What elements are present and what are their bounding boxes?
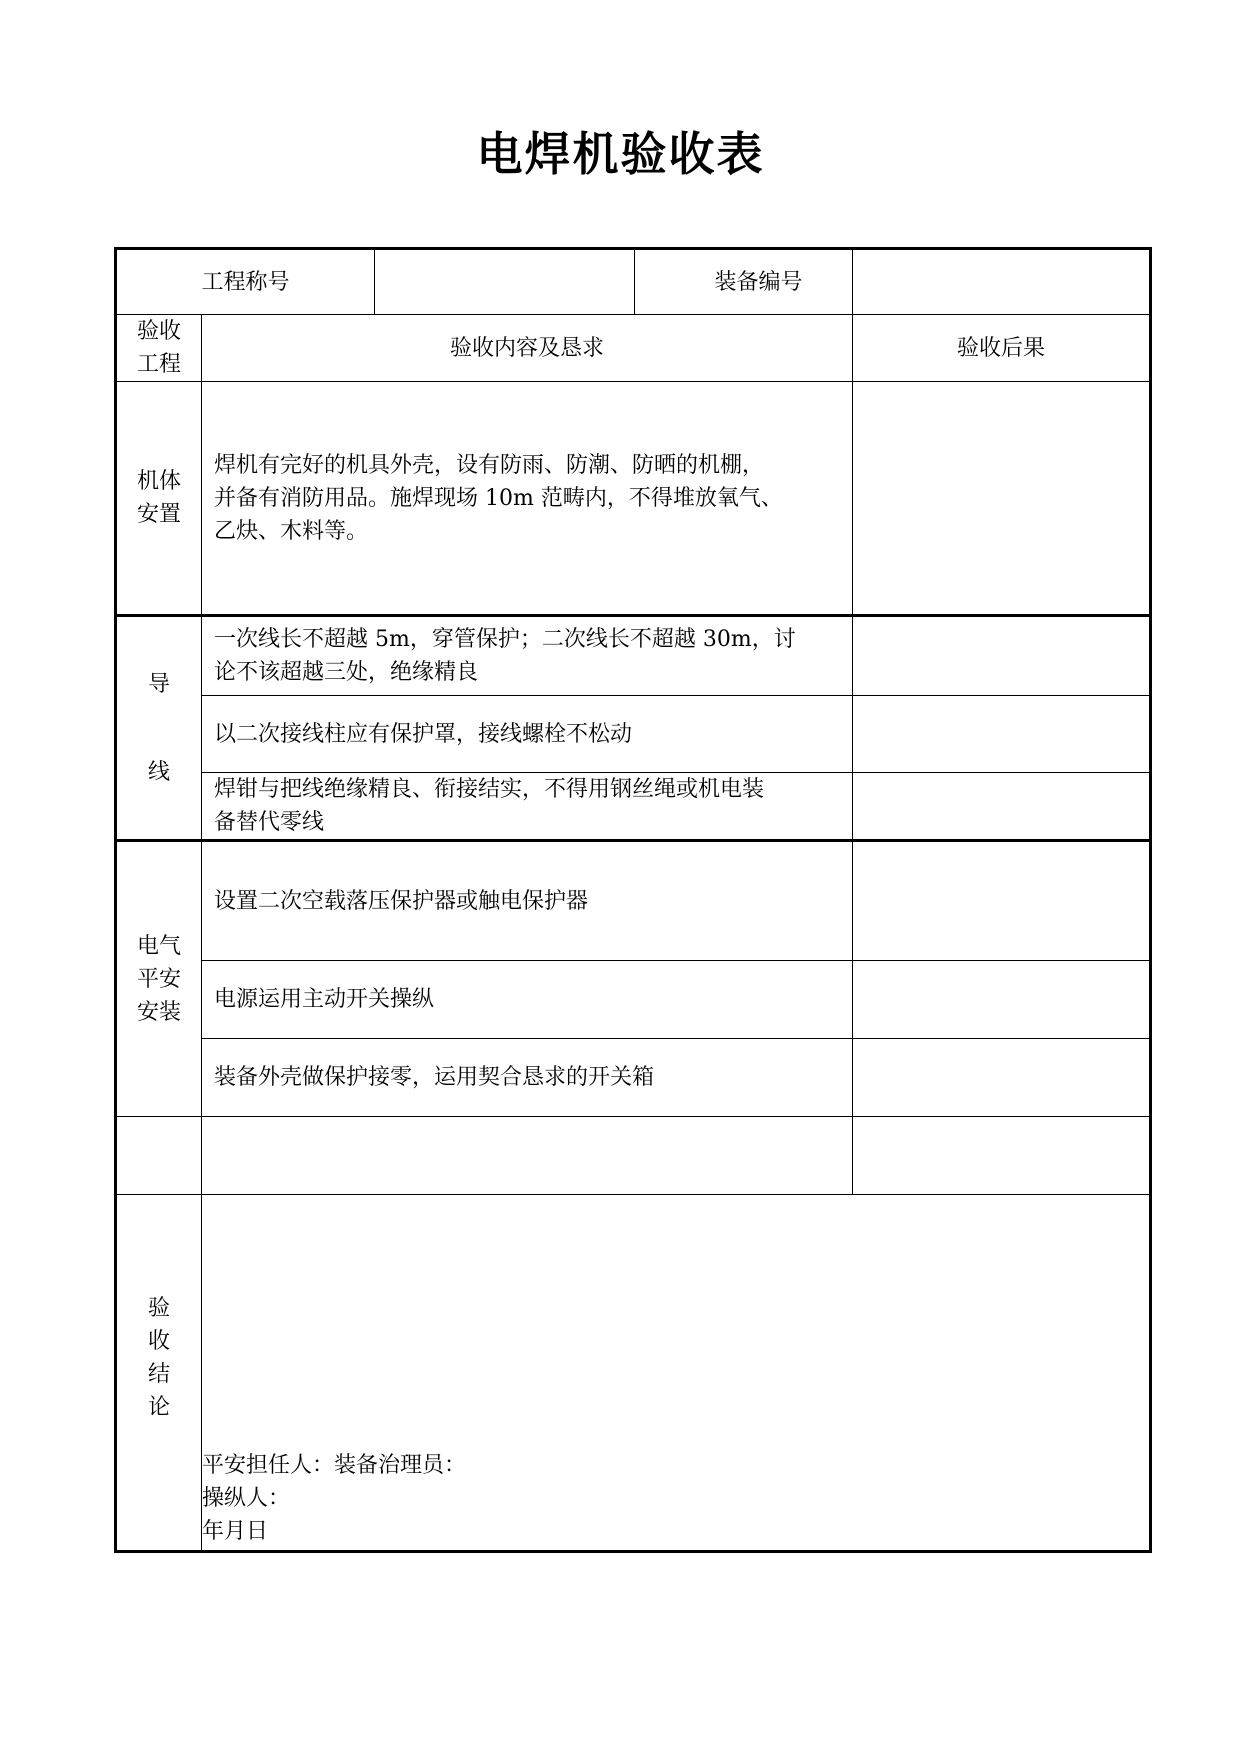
section-electric-row-3	[116, 1039, 1151, 1117]
content-column-header: 验收内容及恳求	[202, 315, 853, 382]
result-column-header: 验收后果	[853, 315, 1151, 382]
section-label-wire: 导 线	[116, 616, 202, 841]
section-label-conclusion: 验 收 结 论	[116, 1195, 202, 1552]
section-body-row	[116, 382, 1151, 616]
empty-item-cell	[116, 1117, 202, 1195]
page-title: 电焊机验收表	[476, 127, 765, 181]
electric-result-3[interactable]	[853, 1039, 1151, 1117]
section-wire-row-1	[116, 616, 1151, 696]
conclusion-signature-area[interactable]	[202, 1195, 1151, 1552]
section-label-electric: 电气 平安 安装	[116, 841, 202, 1117]
column-header-row	[116, 315, 1151, 382]
body-requirement-text: 焊机有完好的机具外壳，设有防雨、防潮、防晒的机棚， 并备有消防用品。施焊现场 10m 范畴内，不得堆放氧气、 乙炔、木料等。	[202, 382, 853, 616]
wire-result-2[interactable]	[853, 696, 1151, 773]
project-name-label: 工程称号	[116, 249, 375, 315]
section-wire-row-3	[116, 773, 1151, 841]
empty-result-cell[interactable]	[853, 1117, 1151, 1195]
signature-line-date: 年月日	[202, 1519, 269, 1544]
section-wire-row-2	[116, 696, 1151, 773]
electric-requirement-3: 装备外壳做保护接零，运用契合恳求的开关箱	[202, 1039, 853, 1117]
wire-requirement-3: 焊钳与把线绝缘精良、衔接结实，不得用钢丝绳或机电装 备替代零线	[202, 773, 853, 841]
electric-result-1[interactable]	[853, 841, 1151, 961]
project-name-field[interactable]	[375, 249, 635, 315]
wire-result-1[interactable]	[853, 616, 1151, 696]
acceptance-form-table	[114, 247, 1152, 1553]
equipment-number-field[interactable]	[853, 249, 1151, 315]
electric-result-2[interactable]	[853, 961, 1151, 1039]
section-label-body: 机体 安置	[116, 382, 202, 616]
header-row	[116, 249, 1151, 315]
wire-requirement-2: 以二次接线柱应有保护罩，接线螺栓不松动	[202, 696, 853, 773]
item-column-header: 验收 工程	[116, 315, 202, 382]
wire-result-3[interactable]	[853, 773, 1151, 841]
equipment-number-label: 装备编号	[635, 249, 853, 315]
section-electric-row-1	[116, 841, 1151, 961]
signature-line-safety: 平安担任人：装备治理员：	[202, 1453, 467, 1478]
electric-requirement-1: 设置二次空载落压保护器或触电保护器	[202, 841, 853, 961]
wire-requirement-1: 一次线长不超越 5m，穿管保护；二次线长不超越 30m，讨 论不该超越三处，绝缘精良	[202, 616, 853, 696]
section-electric-row-2	[116, 961, 1151, 1039]
conclusion-row	[116, 1195, 1151, 1552]
signature-line-operator: 操纵人：	[202, 1486, 291, 1511]
electric-requirement-2: 电源运用主动开关操纵	[202, 961, 853, 1039]
body-result-cell[interactable]	[853, 382, 1151, 616]
empty-row	[116, 1117, 1151, 1195]
empty-content-cell[interactable]	[202, 1117, 853, 1195]
